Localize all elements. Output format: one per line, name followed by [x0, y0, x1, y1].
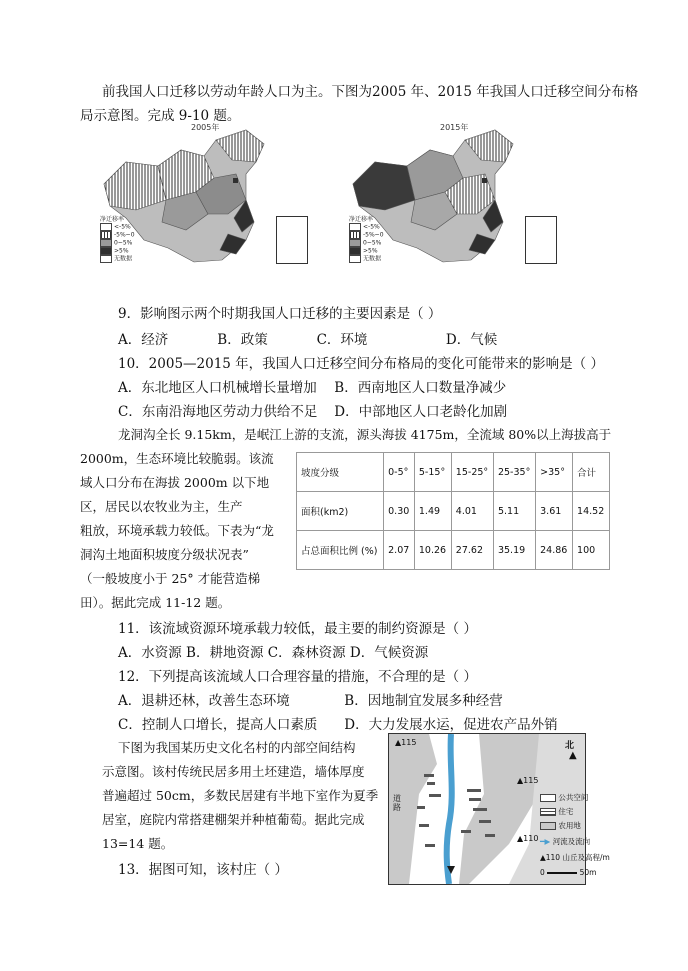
north-label: 北 [565, 741, 575, 751]
legend-public-space [540, 792, 588, 803]
table-cell: 合计 [573, 453, 610, 492]
river-arrow-icon: ━▶ [540, 837, 551, 846]
map-2015-title: 2015年 [440, 123, 469, 132]
table-cell: 1.49 [414, 492, 451, 531]
q9-option-a: A．经济 [118, 332, 169, 348]
legend-item-4: >5% [114, 247, 129, 255]
q10-option-b: B．西南地区人口数量净减少 [334, 380, 507, 396]
north-arrow-icon: ▲ [569, 750, 577, 761]
passage2-line-4: 区，居民以农牧业为主，生产 [80, 499, 243, 514]
table-cell: 坡度分级 [297, 453, 384, 492]
slope-distribution-table [296, 452, 610, 570]
map-2015-legend [349, 216, 384, 263]
legend-river [540, 836, 590, 847]
passage2-line-6: 洞沟土地面积坡度分级状况表” [80, 547, 249, 562]
table-row [297, 531, 610, 570]
legend-item-1: <-5% [363, 223, 380, 231]
table-row [297, 492, 610, 531]
q11-options: A．水资源 B．耕地资源 C．森林资源 D．气候资源 [118, 645, 429, 661]
table-cell: 0.30 [384, 492, 415, 531]
south-china-sea-inset [276, 216, 308, 264]
table-header-row [297, 453, 610, 492]
elev-label-1: ▲115 [395, 738, 417, 747]
table-cell: 占总面积比例 (%) [297, 531, 384, 570]
q12-option-d: D．大力发展水运，促进农产品外销 [344, 717, 558, 733]
legend-title: 净迁移率 [349, 216, 374, 223]
legend-label: 农用地 [558, 821, 581, 830]
table-cell: 27.62 [451, 531, 493, 570]
passage2-line-8: 田）。据此完成 11-12 题。 [80, 595, 231, 610]
scale-line [547, 872, 577, 874]
passage3-line-4: 居室，庭院内常搭建棚架并种植葡萄。据此完成 [102, 812, 365, 827]
passage3-line-2: 示意图。该村传统民居多用土坯建造，墙体厚度 [102, 764, 365, 779]
passage2-line-1: 龙洞沟全长 9.15km，是岷江上游的支流，源头海拔 4175m，全流域 80%以上海拔高于 [118, 427, 612, 442]
q12-options-row2 [118, 713, 558, 733]
legend-title: 净迁移率 [100, 216, 125, 223]
q10-options-row1 [118, 376, 506, 396]
table-cell: 100 [573, 531, 610, 570]
elev-label-3: ▲110 [517, 834, 539, 843]
legend-label: 公共空间 [558, 793, 589, 802]
legend-item-5: 无数据 [114, 255, 133, 263]
legend-item-1: <-5% [114, 223, 131, 231]
intro-line-1: 前我国人口迁移以劳动年龄人口为主。下图为2005 年、2015 年我国人口迁移空间分布格 [102, 84, 639, 100]
q10-option-c: C．东南沿海地区劳动力供给不足 [118, 404, 318, 420]
elev-label-2: ▲115 [517, 776, 539, 785]
map-2005-title: 2005年 [191, 123, 220, 132]
intro-line-2: 局示意图。完成 9-10 题。 [80, 108, 241, 124]
scale-end: 50m [579, 868, 597, 877]
q11-stem: 11．该流域资源环境承载力较低，最主要的制约资源是（ ） [118, 621, 477, 637]
legend-item-5: 无数据 [363, 255, 382, 263]
legend-item-2: -5%~0 [363, 231, 384, 239]
scale-start: 0 [540, 868, 545, 877]
table-cell: 5.11 [493, 492, 535, 531]
table-cell: 面积(km2) [297, 492, 384, 531]
south-china-sea-inset [525, 216, 557, 264]
legend-label: 河流及流向 [552, 837, 591, 846]
q9-stem: 9．影响图示两个时期我国人口迁移的主要因素是（ ） [118, 306, 442, 322]
q10-option-a: A．东北地区人口机械增长量增加 [118, 380, 317, 396]
map-2005 [96, 122, 311, 272]
q9-options [118, 328, 497, 348]
legend-farmland [540, 820, 581, 831]
table-cell: 0-5° [384, 453, 415, 492]
legend-item-2: -5%~0 [114, 231, 135, 239]
table-cell: 5-15° [414, 453, 451, 492]
legend-hill: ▲110 山丘及高程/m [540, 853, 610, 862]
table-cell: 14.52 [573, 492, 610, 531]
table-cell: >35° [536, 453, 573, 492]
passage2-line-3: 域人口分布在海拔 2000m 以下地 [80, 475, 270, 490]
housing-swatch [540, 808, 556, 816]
legend-item-3: 0~5% [363, 239, 382, 247]
q10-option-d: D．中部地区人口老龄化加剧 [334, 404, 508, 420]
passage2-line-2: 2000m，生态环境比较脆弱。该流 [80, 451, 274, 466]
table-cell: 15-25° [451, 453, 493, 492]
farmland-swatch [540, 822, 556, 830]
public-space-swatch [540, 794, 556, 802]
passage2-line-5: 粗放，环境承载力较低。下表为“龙 [80, 523, 274, 538]
legend-item-3: 0~5% [114, 239, 133, 247]
q12-stem: 12．下列提高该流域人口合理容量的措施，不合理的是（ ） [118, 669, 477, 685]
q12-option-b: B．因地制宜发展多种经营 [344, 693, 503, 709]
q9-option-b: B．政策 [217, 332, 268, 348]
table-cell: 25-35° [493, 453, 535, 492]
passage3-line-1: 下图为我国某历史文化名村的内部空间结构 [118, 740, 356, 755]
q13-stem: 13．据图可知，该村庄（ ） [118, 862, 288, 878]
table-cell: 35.19 [493, 531, 535, 570]
q10-stem: 10．2005—2015 年，我国人口迁移空间分布格局的变化可能带来的影响是（ ） [118, 356, 604, 372]
q9-option-d: D．气候 [445, 332, 498, 348]
q10-options-row2 [118, 400, 507, 420]
table-cell: 4.01 [451, 492, 493, 531]
passage3-line-5: 13=14 题。 [102, 836, 174, 851]
scale-bar [540, 868, 596, 877]
legend-label: 住宅 [558, 807, 574, 816]
table-cell: 2.07 [384, 531, 415, 570]
passage2-line-7: （一般坡度小于 25° 才能营造梯 [80, 571, 261, 586]
table-cell: 10.26 [414, 531, 451, 570]
legend-item-4: >5% [363, 247, 378, 255]
legend-housing [540, 806, 573, 817]
q12-options-row1 [118, 689, 503, 709]
q12-option-a: A．退耕还林，改善生态环境 [118, 693, 290, 709]
table-cell: 3.61 [536, 492, 573, 531]
passage3-line-3: 普遍超过 50cm，多数民居建有半地下室作为夏季 [102, 788, 379, 803]
map-2005-legend [100, 216, 135, 263]
table-cell: 24.86 [536, 531, 573, 570]
q12-option-c: C．控制人口增长，提高人口素质 [118, 717, 318, 733]
road-label: 道路 [393, 794, 401, 812]
map-2015 [345, 122, 560, 272]
q9-option-c: C．环境 [316, 332, 368, 348]
